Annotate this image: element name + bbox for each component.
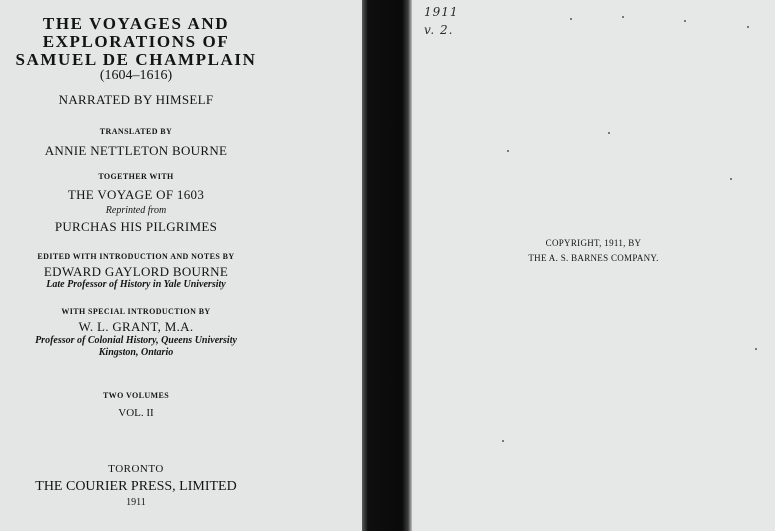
reprinted-label: Reprinted from [105, 205, 167, 216]
title-line-1: THE VOYAGES AND [42, 14, 230, 33]
right-page [412, 0, 775, 531]
together-with-label: TOGETHER WITH [98, 172, 174, 181]
handwritten-volume: v. 2. [424, 23, 454, 37]
title-dates: (1604–1616) [99, 68, 173, 83]
copyright-company: THE A. S. BARNES COMPANY. [528, 253, 659, 263]
paper-speck [570, 18, 572, 20]
intro-author-place: Kingston, Ontario [98, 347, 174, 358]
editor-title: Late Professor of History in Yale University [46, 279, 226, 290]
translated-by-label: TRANSLATED BY [99, 127, 173, 136]
intro-author-title: Professor of Colonial History, Queens University [35, 335, 237, 346]
publication-year: 1911 [126, 497, 146, 508]
publisher-city: TORONTO [108, 463, 164, 475]
paper-speck [684, 20, 686, 22]
handwritten-year: 1911 [424, 5, 459, 19]
title-line-2: EXPLORATIONS OF [42, 32, 230, 51]
purchas-title: PURCHAS HIS PILGRIMES [54, 219, 218, 234]
translator-name: ANNIE NETTLETON BOURNE [44, 143, 228, 158]
paper-speck [507, 150, 509, 152]
paper-speck [755, 348, 757, 350]
special-intro-label: WITH SPECIAL INTRODUCTION BY [61, 307, 211, 316]
paper-speck [747, 26, 749, 28]
intro-author-name: W. L. GRANT, M.A. [78, 319, 194, 334]
volumes-label: TWO VOLUMES [102, 391, 170, 400]
edited-by-label: EDITED WITH INTRODUCTION AND NOTES BY [37, 252, 235, 261]
narrated-line: NARRATED BY HIMSELF [58, 92, 214, 107]
paper-speck [502, 440, 504, 442]
editor-name: EDWARD GAYLORD BOURNE [43, 264, 229, 279]
book-gutter [362, 0, 412, 531]
paper-speck [608, 132, 610, 134]
volume-number: VOL. II [118, 407, 154, 419]
left-page [0, 0, 362, 531]
copyright-line: COPYRIGHT, 1911, BY [545, 238, 642, 248]
title-line-3: SAMUEL DE CHAMPLAIN [15, 50, 257, 69]
voyage-title: THE VOYAGE OF 1603 [67, 187, 205, 202]
paper-speck [730, 178, 732, 180]
paper-speck [622, 16, 624, 18]
publisher-name: THE COURIER PRESS, LIMITED [35, 479, 237, 494]
